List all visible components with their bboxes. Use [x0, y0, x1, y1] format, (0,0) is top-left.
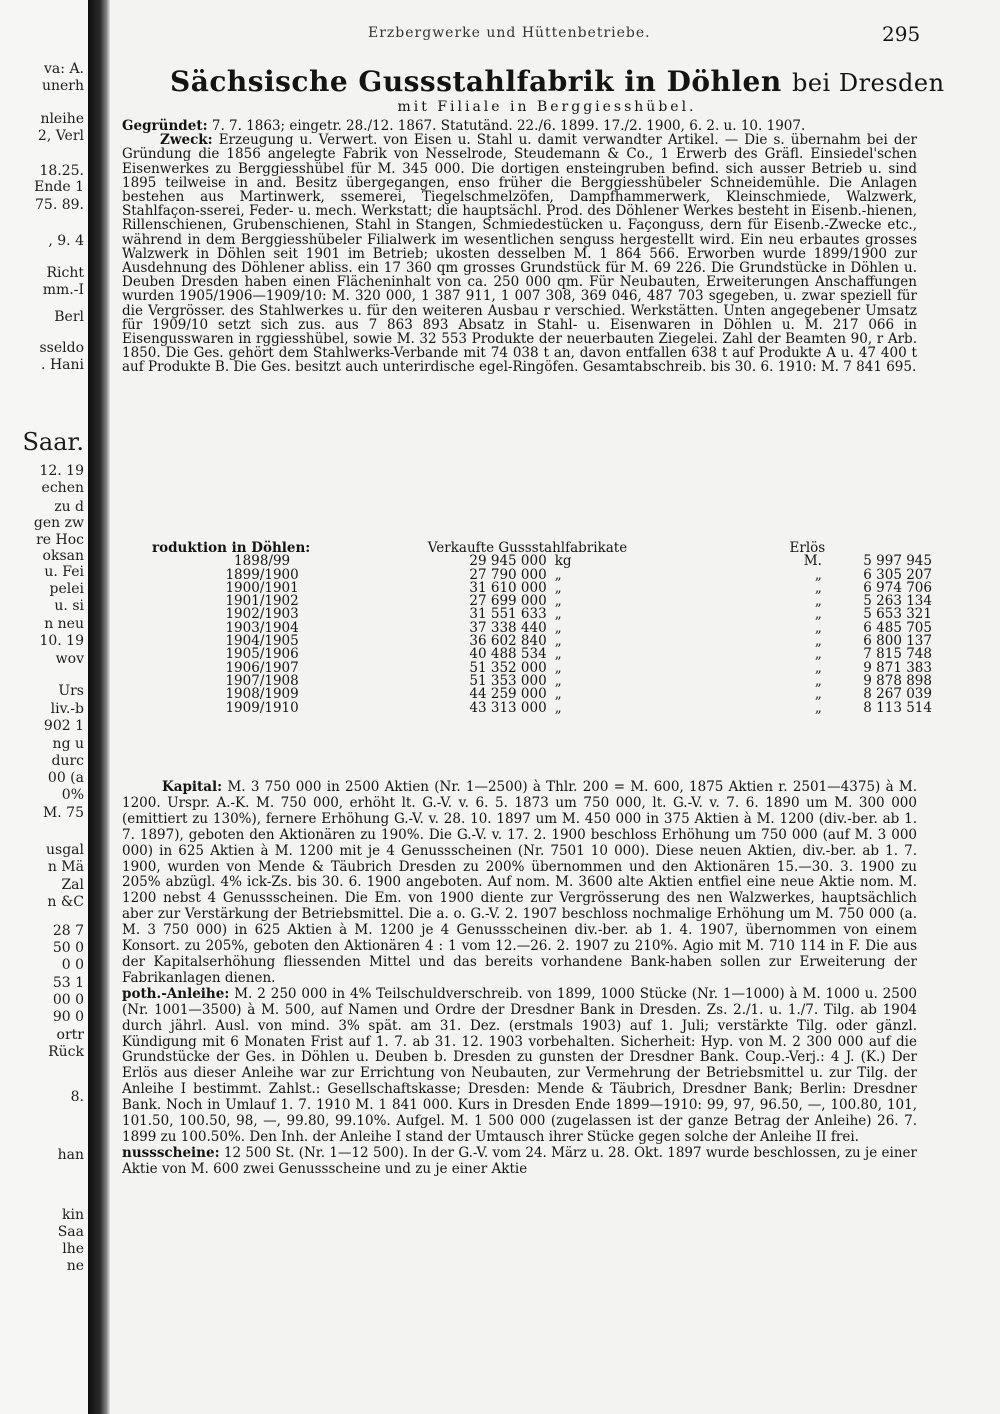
fragment-line: . Hani	[41, 357, 84, 373]
row-currency: „	[814, 699, 822, 716]
row-year: 1899/1900	[225, 566, 299, 583]
fragment-line: Rück	[48, 1044, 84, 1060]
fragment-line: , 9. 4	[48, 233, 84, 249]
row-quantity: 51 352 000	[469, 659, 547, 676]
row-revenue: 6 485 705	[863, 619, 932, 636]
fragment-line: liv.-b	[50, 701, 84, 717]
row-year: 1902/1903	[225, 606, 299, 623]
fragment-line: mm.-I	[42, 282, 84, 298]
row-revenue: 6 305 207	[863, 566, 932, 583]
row-currency: „	[814, 646, 822, 663]
row-currency: „	[814, 633, 822, 650]
row-revenue: 6 800 137	[863, 633, 932, 650]
production-row	[152, 702, 932, 715]
fragment-line: 12. 19	[39, 463, 84, 479]
row-quantity: 43 313 000	[469, 699, 547, 716]
fragment-line: lhe	[62, 1241, 84, 1257]
row-currency: „	[814, 593, 822, 610]
production-table-body	[152, 555, 932, 715]
fragment-line: echen	[41, 480, 84, 496]
row-unit: „	[554, 606, 562, 623]
row-quantity: 29 945 000	[469, 553, 547, 570]
fragment-line: u. si	[54, 598, 84, 614]
row-year: 1903/1904	[225, 619, 299, 636]
row-year: 1898/99	[234, 553, 291, 570]
fragment-line: M. 75	[42, 805, 84, 821]
book-page	[112, 0, 1000, 1414]
fragment-line: Saa	[57, 1224, 84, 1240]
fragment-line: Urs	[58, 683, 84, 699]
fragment-line: 53 1	[52, 975, 84, 991]
zweck-label: Zweck:	[160, 132, 213, 149]
fragment-line: 10. 19	[39, 633, 84, 649]
fragment-line: nleihe	[40, 111, 84, 127]
kapital-text: M. 3 750 000 in 2500 Aktien (Nr. 1—2500) à Thlr. 200 = M. 600, 1875 Aktien r. 2501—4375) à M. 1200. Urspr. A.-K. M. 750 000, erhöht lt. G.-V. v. 6. 5. 1873 um 750 000, lt. G.-V. v. 7. 6. 1890 um M. 300 000 (emittiert zu 130%), fernere Erhöhung G.-V. v. 28. 10. 1897 um M. 450 000 in 375 Aktien à M. 1200 (div.-ber. ab 1. 7. 1897), geboten den Aktionären zu 190%. Die G.-V. v. 17. 2. 1900 beschloss Erhöhung um 750 000 (auf M. 3 000 000) in 625 Aktien à M. 1200 mit je 4 Genussscheinen (Nr. 7501 10 000). Diese neuen Aktien, div.-ber. ab 1. 7. 1900, wurden von Mende & Täubrich Dresden zu 200% übernommen und den Aktionären 15.—30. 3. 1900 zu 205% abzügl. 4% ick-Zs. bis 30. 6. 1900 angeboten. Auf nom. M. 3600 alte Aktien entfiel eine neue Aktie nom. M. 1200 nebst 4 Genussscheinen. Die Em. von 1900 diente zur Vergrösserung des nen Walzwerkes, hauptsächlich aber zur Verstärkung der Betriebsmittel. Die a. o. G.-V. 2. 1907 beschloss nochmalige Erhöhung um M. 750 000 (a. M. 3 750 000) in 625 Aktien à M. 1200 je 4 Genussscheinen div.-ber. ab 1. 4. 1907, übernommen von einem Konsort. zu 205%, geboten den Aktionären 4 : 1 vom 12.—26. 2. 1907 zu 210%. Agio mit M. 710 114 in F. Die aus der Kapitalserhöhung fliessenden Mittel und das bereits vorhandene Bank-haben sollen zur Erweiterung der Fabrikanlagen dienen.	[122, 779, 917, 986]
row-currency: „	[814, 579, 822, 596]
row-year: 1909/1910	[225, 699, 299, 716]
row-quantity: 37 338 440	[469, 619, 547, 636]
row-currency: „	[814, 566, 822, 583]
genussscheine-paragraph	[122, 1146, 917, 1178]
row-unit: „	[554, 672, 562, 689]
production-table	[152, 542, 932, 715]
row-revenue: 9 878 898	[863, 672, 932, 689]
fragment-line: han	[57, 1147, 84, 1163]
fragment-line: usgal	[46, 842, 84, 858]
fragment-line: 2, Verl	[37, 128, 84, 144]
row-quantity: 31 551 633	[469, 606, 547, 623]
row-year: 1907/1908	[225, 672, 299, 689]
row-quantity: 44 259 000	[469, 686, 547, 703]
row-quantity: 31 610 000	[469, 579, 547, 596]
row-year: 1901/1902	[225, 593, 299, 610]
row-unit: „	[554, 579, 562, 596]
fragment-line: Ende 1	[34, 179, 84, 195]
page-number: 295	[882, 22, 921, 46]
company-location: bei Dresden	[791, 69, 945, 97]
row-unit: kg	[554, 553, 572, 570]
row-unit: „	[554, 659, 562, 676]
row-revenue: 5 653 321	[863, 606, 932, 623]
fragment-line: wov	[55, 651, 84, 667]
fragment-line: kin	[62, 1207, 84, 1223]
fragment-line: Berl	[54, 309, 84, 325]
fragment-line: sseldo	[39, 340, 84, 356]
row-currency: „	[814, 606, 822, 623]
fragment-line: 0%	[61, 787, 84, 803]
row-unit: „	[554, 646, 562, 663]
row-currency: „	[814, 686, 822, 703]
gegruendet-paragraph	[122, 119, 917, 133]
company-subtitle: mit Filiale in Berggiesshübel.	[397, 99, 697, 115]
fragment-line: Zal	[61, 877, 84, 893]
book-binding-shadow	[88, 0, 110, 1414]
adjacent-page-fragments	[0, 0, 88, 1414]
fragment-line: oksan	[42, 548, 84, 564]
col-goods-header: Verkaufte Gussstahlfabrikate	[427, 540, 628, 556]
row-revenue: 5 263 134	[863, 593, 932, 610]
fragment-line: va: A.	[44, 61, 84, 77]
kapital-label: Kapital:	[162, 779, 223, 795]
fragment-line: n &C	[47, 894, 84, 910]
row-quantity: 40 488 534	[469, 646, 547, 663]
row-revenue: 7 815 748	[863, 646, 932, 663]
fragment-line: ne	[66, 1258, 84, 1274]
fragment-line: 18.25.	[39, 163, 84, 179]
fragment-line: unerh	[41, 78, 84, 94]
anleihe-paragraph	[122, 987, 917, 1146]
running-head: Erzbergwerke und Hüttenbetriebe.	[368, 25, 651, 41]
row-quantity: 27 790 000	[469, 566, 547, 583]
row-unit: „	[554, 686, 562, 703]
fragment-line: 00 (a	[47, 770, 84, 786]
row-unit: „	[554, 699, 562, 716]
production-label: roduktion in Döhlen:	[152, 540, 311, 556]
fragment-line: 00 0	[52, 992, 84, 1008]
fragment-line: ng u	[52, 736, 84, 752]
col-revenue-header: Erlös	[789, 540, 826, 556]
row-unit: „	[554, 593, 562, 610]
row-year: 1905/1906	[225, 646, 299, 663]
fragment-line: u. Fei	[44, 564, 84, 580]
fragment-line: 90 0	[52, 1009, 84, 1025]
row-unit: „	[554, 633, 562, 650]
row-year: 1900/1901	[225, 579, 299, 596]
fragment-line: Richt	[46, 265, 84, 281]
row-currency: M.	[803, 553, 822, 570]
row-unit: „	[554, 566, 562, 583]
row-quantity: 36 602 840	[469, 633, 547, 650]
row-year: 1906/1907	[225, 659, 299, 676]
genussscheine-label: nussscheine:	[122, 1144, 220, 1161]
fragment-line: 28 7	[52, 923, 84, 939]
zweck-paragraph	[122, 133, 917, 374]
anleihe-text: M. 2 250 000 in 4% Teilschuldverschreib. von 1899, 1000 Stücke (Nr. 1—1000) à M. 1000 u. 2500 (Nr. 1001—3500) à M. 500, auf Namen und Ordre der Dresdner Bank in Dresden. Zs. 2./1. u. 1./7. Tilg. ab 1904 durch jährl. Ausl. von mind. 3% spät. am 31. Dez. (erstmals 1903) auf 1. Juli; verstärkte Tilg. oder gänzl. Kündigung mit 6 Monaten Frist auf 1. 7. ab 31. 12. 1903 vorbehalten. Sicherheit: Hyp. von M. 2 300 000 auf die Grundstücke der Ges. in Döhlen u. Deuben b. Dresden zu gunsten der Dresdner Bank. Coup.-Verj.: 4 J. (K.) Der Erlös aus dieser Anleihe war zur Errichtung von Neubauten, zur Vermehrung der Betriebsmittel u. zur Tilg. der Anleihe I bestimmt. Zahlst.: Gesellschaftskasse; Dresden: Mende & Täubrich, Dresdner Bank; Berlin: Dresdner Bank. Noch in Umlauf 1. 7. 1910 M. 1 841 000. Kurs in Dresden Ende 1899—1910: 99, 97, 96.50, —, 100.80, 101, 101.50, 100.50, 98, —, 99.80, 99.10%. Aufgel. M. 1 500 000 (zugelassen ist der ganze Betrag der Anleihe) 26. 7. 1899 zu 100.50%. Den Inh. der Anleihe I stand der Umtausch ihrer Stücke gegen solche der Anleihe II frei.	[122, 985, 917, 1145]
fragment-line: pelei	[49, 581, 84, 597]
gegruendet-label: Gegründet:	[122, 118, 208, 134]
fragment-line: zu d	[54, 499, 84, 515]
fragment-line: 902 1	[43, 718, 84, 734]
row-revenue: 5 997 945	[863, 553, 932, 570]
row-revenue: 8 267 039	[863, 686, 932, 703]
fragment-line: re Hoc	[36, 532, 84, 548]
row-year: 1904/1905	[225, 633, 299, 650]
row-unit: „	[554, 619, 562, 636]
company-title	[170, 65, 945, 98]
fragment-line: durc	[51, 753, 84, 769]
upper-text-body	[122, 119, 917, 375]
fragment-line: 50 0	[52, 940, 84, 956]
row-year: 1908/1909	[225, 686, 299, 703]
row-revenue: 6 974 706	[863, 579, 932, 596]
company-name: Sächsische Gussstahlfabrik in Döhlen	[170, 65, 782, 98]
row-quantity: 51 353 000	[469, 672, 547, 689]
kapital-paragraph	[122, 780, 917, 987]
zweck-text: Erzeugung u. Verwert. von Eisen u. Stahl u. damit verwandter Artikel. — Die s. übernahm bei der Gründung die 1856 angelegte Fabrik von Nesselrode, Steudemann & Co., 1 Erwerb des Gräfl. Einsiedel'schen Eisenwerkes zu Berggiesshübel für M. 345 000. Die dortigen ensteingruben befind. sich ausser Betrieb u. sind 1895 teilweise in and. Besitz übergegangen, enso früher die Berggiesshübeler Schneidemühle. Die Anlagen bestehen aus Martinwerk, ssemerei, Tiegelschmelzöfen, Dampfhammerwerk, Kleinschmiede, Walzwerk, Stahlfaçon-sserei, Feder- u. mech. Werkstatt; die hauptsächl. Prod. des Döhlener Werkes besteht in Eisenb.-hienen, Rillenschienen, Grubenschienen, Stahl in Stangen, Schmiedestücken u. Façonguss, dern für Eisenb.-Zwecke etc., während in dem Berggiesshübeler Filialwerk im wesentlichen senguss hergestellt wird. Ein neu erbautes grosses Walzwerk in Döhlen seit 1901 im Betrieb; ukosten desselben M. 1 864 566. Erworben wurde 1899/1900 zur Ausdehnung des Döhlener abliss. ein 17 360 qm grosses Grundstück für M. 69 226. Die Grundstücke in Döhlen u. Deuben Dresden haben einen Flächeninhalt von ca. 250 000 qm. Für Neubauten, Erweiterungen Anschaffungen wurden 1905/1906—1909/10: M. 320 000, 1 387 911, 1 007 308, 369 046, 487 703 sgegeben, u. zwar speziell für die Vergrösser. des Stahlwerkes u. für den weiteren Ausbau r verschied. Werkstätten. Unten angegebener Umsatz für 1909/10 setzt sich zus. aus 7 863 893 Absatz in Stahl- u. Eisenwaren in Döhlen u. M. 217 066 in Eisengusswaren in rggiesshübel, sowie M. 32 553 Produkte der neuerbauten Ziegelei. Zahl der Beamten 90, r Arb. 1850. Die Ges. gehört dem Stahlwerks-Verbande mit 74 038 t an, davon entfallen 638 t auf Produkte A u. 47 400 t auf Produkte B. Die Ges. besitzt auch unterirdische egel-Ringöfen. Gesamtabschreib. bis 30. 6. 1910: M. 7 841 695.	[122, 132, 917, 376]
fragment-line: 75. 89.	[35, 197, 84, 213]
fragment-line: Saar.	[22, 428, 84, 456]
row-quantity: 27 699 000	[469, 593, 547, 610]
row-currency: „	[814, 659, 822, 676]
fragment-line: ortr	[56, 1027, 84, 1043]
row-currency: „	[814, 672, 822, 689]
fragment-line: 0 0	[61, 957, 84, 973]
row-currency: „	[814, 619, 822, 636]
row-revenue: 9 871 383	[863, 659, 932, 676]
fragment-line: n neu	[44, 616, 84, 632]
fragment-line: n Mä	[47, 859, 84, 875]
anleihe-label: poth.-Anleihe:	[122, 985, 230, 1002]
row-revenue: 8 113 514	[863, 699, 932, 716]
gegruendet-text: 7. 7. 1863; eingetr. 28./12. 1867. Statutänd. 22./6. 1899. 17./2. 1900, 6. 2. u. 10. 1907.	[211, 118, 806, 134]
fragment-line: 8.	[70, 1089, 84, 1105]
lower-text-body	[122, 780, 917, 1178]
genussscheine-text: 12 500 St. (Nr. 1—12 500). In der G.-V. vom 24. März u. 28. Okt. 1897 wurde beschlossen, zu je einer Aktie von M. 600 zwei Genussscheine und zu je einer Aktie	[122, 1144, 917, 1177]
fragment-line: gen zw	[33, 515, 84, 531]
